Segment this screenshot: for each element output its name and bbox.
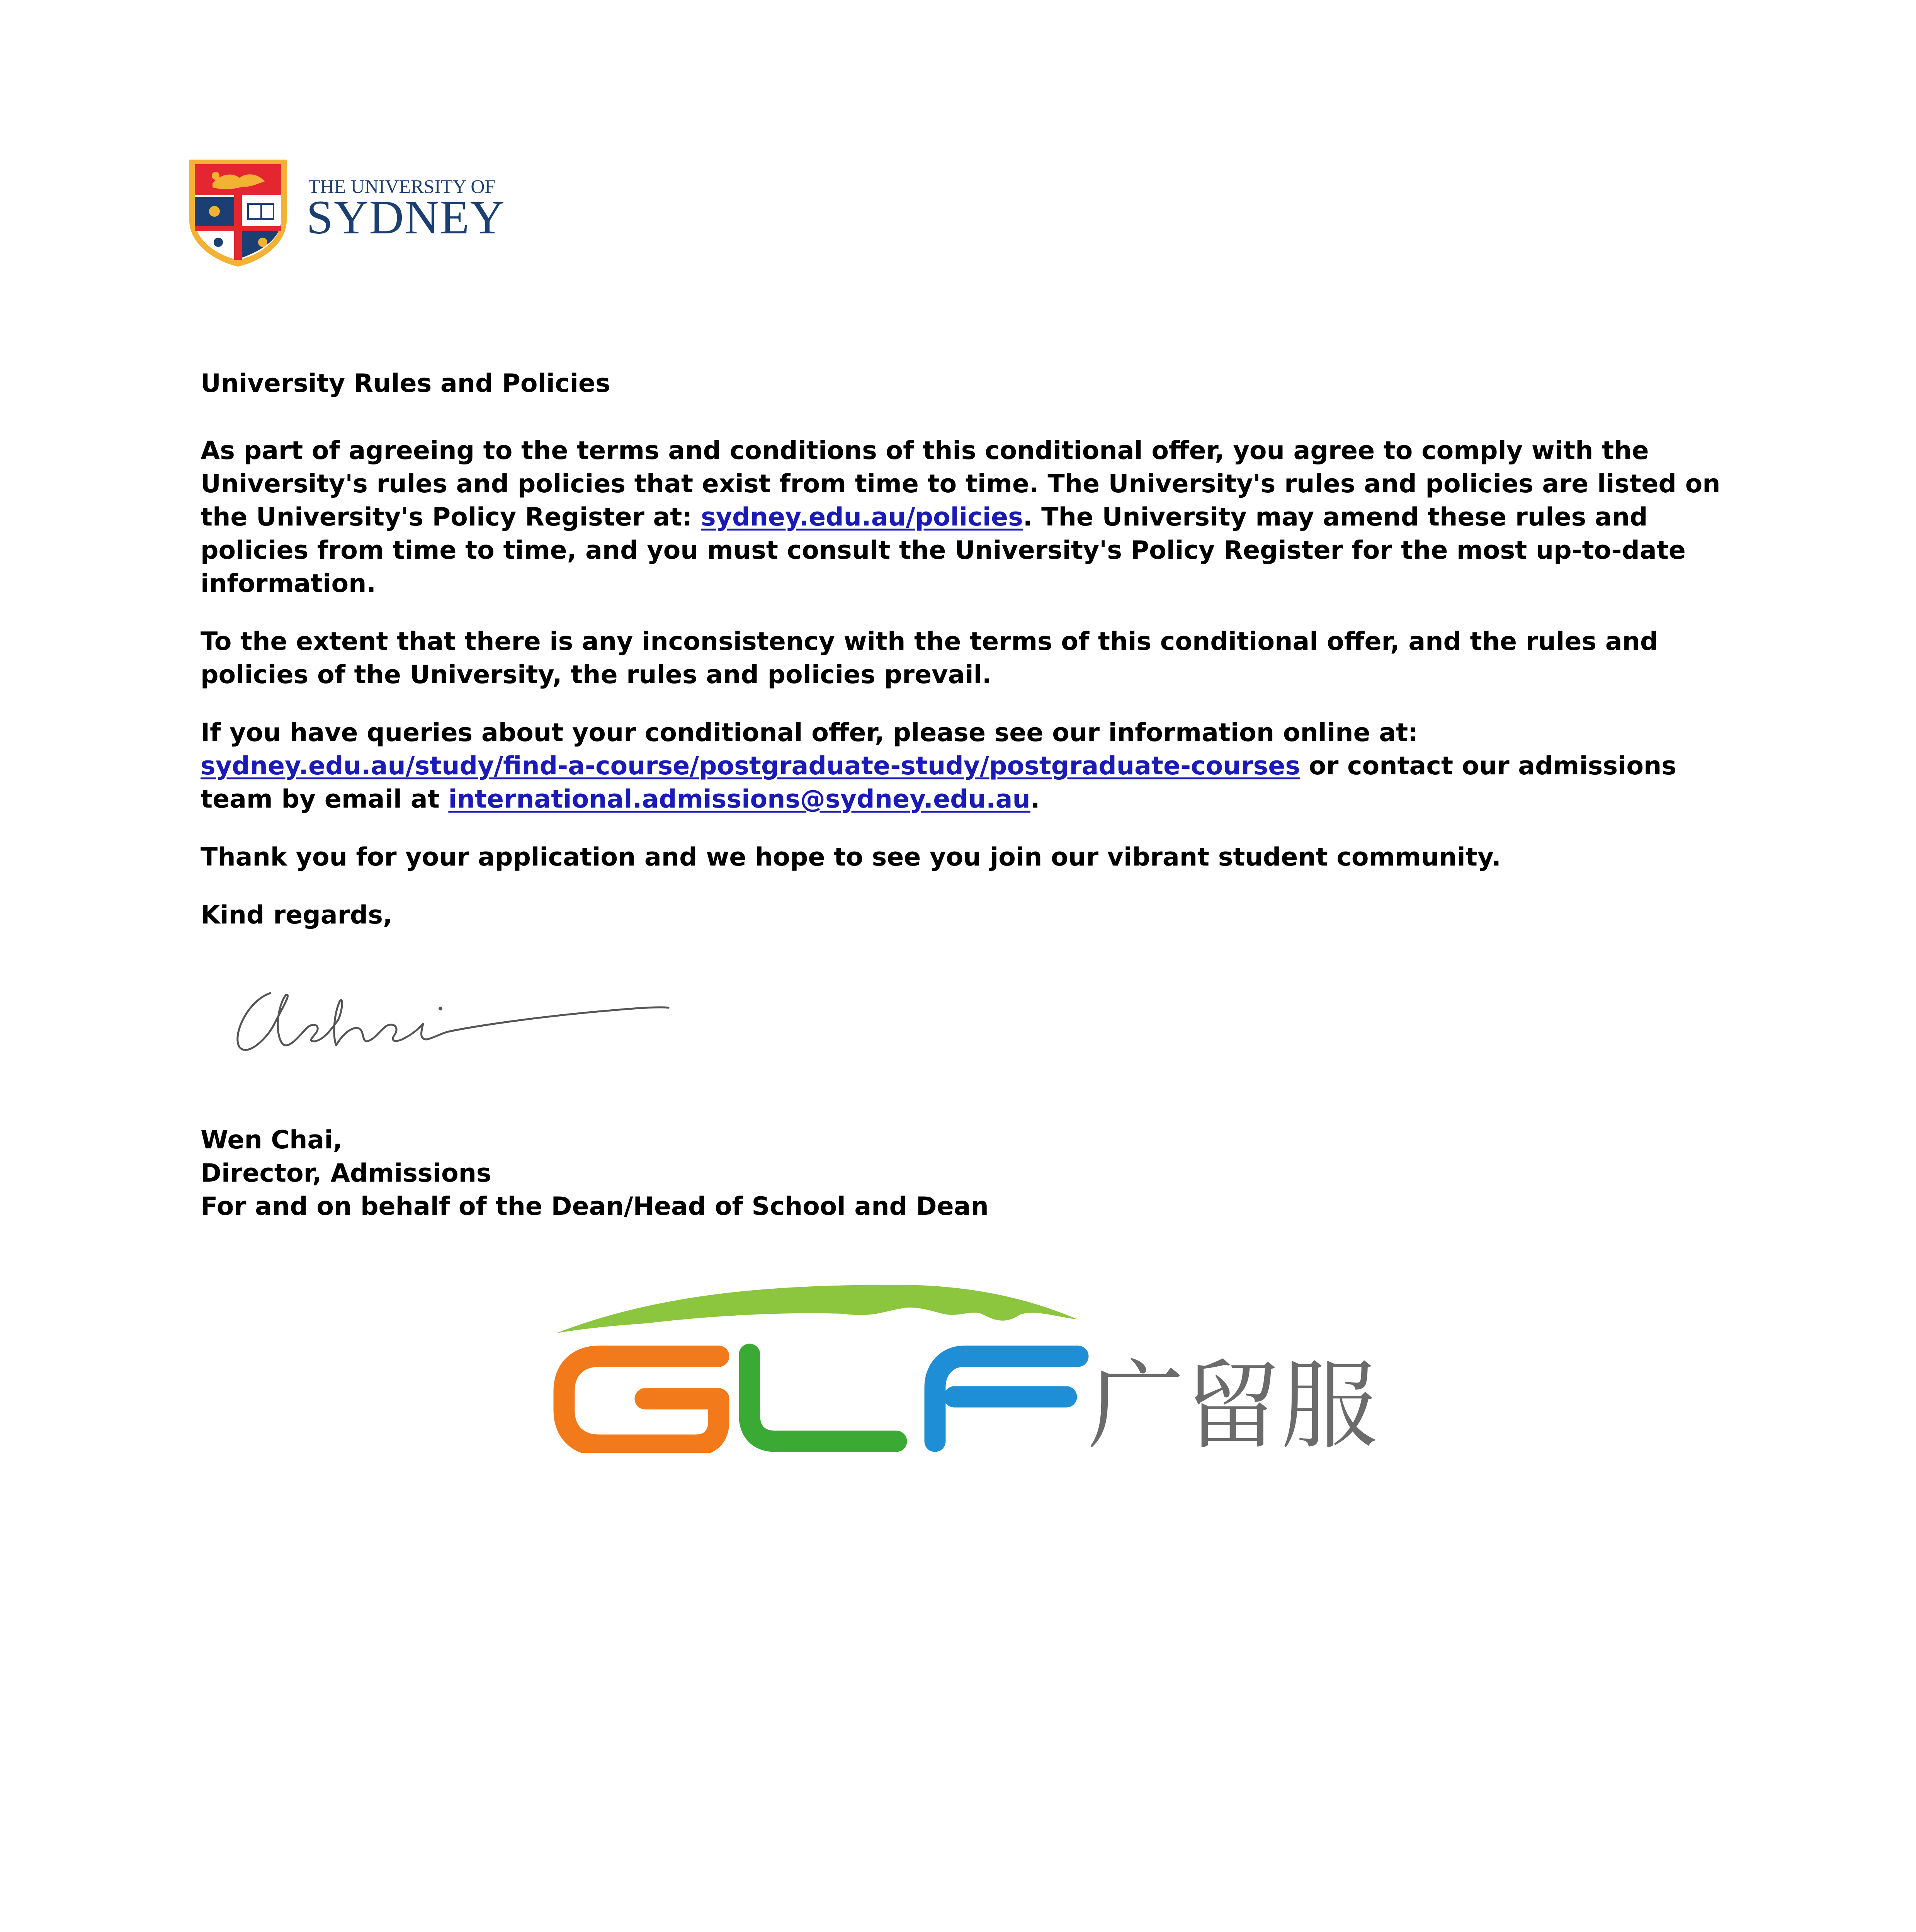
paragraph-queries <box>201 716 1727 816</box>
signatory-behalf: For and on behalf of the Dean/Head of School and Dean <box>201 1192 989 1221</box>
glf-watermark-logo <box>549 1283 1406 1453</box>
letter-body <box>201 367 1727 957</box>
paragraph-inconsistency: To the extent that there is any inconsistency with the terms of this conditional offer, and the rules and policies of the University, the rules and policies prevail. <box>201 627 1658 689</box>
paragraph-rules-text-2: . The University may amend these rules and policies from time to time, and you must consult the University's Policy Register for the most up-to-date information. <box>201 503 1686 598</box>
logo-text-line2: SYDNEY <box>306 191 505 244</box>
signoff-block <box>201 1124 1360 1223</box>
closing: Kind regards, <box>201 901 393 930</box>
glf-chinese-text: 广留服 <box>1088 1350 1377 1453</box>
university-logo <box>185 156 522 269</box>
paragraph-thanks: Thank you for your application and we hope to see you join our vibrant student community. <box>201 843 1501 872</box>
signatory-role: Director, Admissions <box>201 1159 491 1188</box>
paragraph-queries-end: . <box>1030 785 1040 814</box>
signatory-name: Wen Chai, <box>201 1126 343 1155</box>
paragraph-queries-middle: or contact our admissions team by email at <box>201 752 1676 814</box>
signature-image <box>224 958 707 1074</box>
logo-text-line1: THE UNIVERSITY OF <box>308 175 496 197</box>
section-title: University Rules and Policies <box>201 369 610 398</box>
paragraph-rules <box>201 434 1727 600</box>
paragraph-rules-text-1: As part of agreeing to the terms and conditions of this conditional offer, you agree to comply with the University's rules and policies that exist from time to time. The University's rules and policies are listed on the University's Policy Register at: <box>201 436 1720 532</box>
paragraph-queries-intro: If you have queries about your conditional offer, please see our information online at: <box>201 718 1418 747</box>
policies-link[interactable]: sydney.edu.au/policies <box>700 503 1023 532</box>
courses-link[interactable]: sydney.edu.au/study/find-a-course/postgraduate-study/postgraduate-courses <box>201 752 1301 781</box>
email-link[interactable]: international.admissions@sydney.edu.au <box>448 785 1030 814</box>
